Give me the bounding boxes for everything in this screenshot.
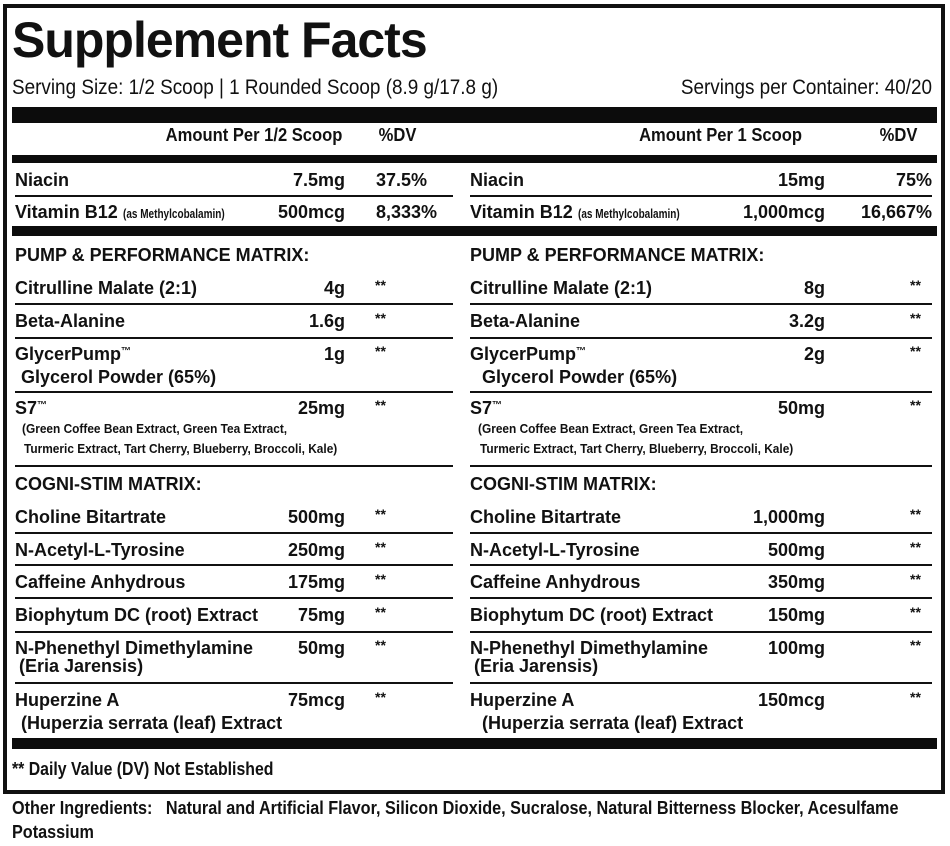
ingredient-amount-left: 175mg bbox=[287, 572, 345, 592]
servings-per-container: Servings per Container: 40/20 bbox=[680, 76, 932, 99]
ingredient-amount-left: 50mg bbox=[297, 638, 345, 658]
vitamin-amount-b12-right: 1,000mcg bbox=[742, 202, 825, 222]
ingredient-amount-left: 75mg bbox=[297, 605, 345, 625]
ingredient-amount-left: 500mg bbox=[287, 507, 345, 527]
ingredient-name-right: Beta-Alanine bbox=[470, 311, 581, 331]
ingredient-name-left: Beta-Alanine bbox=[15, 311, 126, 331]
divider-bar-top bbox=[12, 107, 937, 123]
ingredient-amount-left: 1g bbox=[323, 344, 345, 364]
label-title: Supplement Facts bbox=[12, 12, 427, 68]
right-amount-header: Amount Per 1 Scoop bbox=[639, 125, 802, 145]
ingredient-dv-right: ** bbox=[910, 571, 921, 587]
ingredient-name-left: Biophytum DC (root) Extract bbox=[15, 605, 258, 625]
ingredient-dv-left: ** bbox=[375, 571, 386, 587]
ingredient-name-left: Huperzine A bbox=[15, 690, 120, 710]
pump-matrix-heading-right: PUMP & PERFORMANCE MATRIX: bbox=[470, 245, 765, 265]
ingredient-dv-right: ** bbox=[910, 637, 921, 653]
ingredient-amount-right: 50mg bbox=[777, 398, 825, 418]
vitamin-amount-niacin-left: 7.5mg bbox=[292, 170, 345, 190]
ingredient-name-right: Choline Bitartrate bbox=[470, 507, 622, 527]
ingredient-amount-right: 8g bbox=[803, 278, 825, 298]
divider-bar-vitamins bbox=[12, 226, 937, 236]
ingredient-dv-left: ** bbox=[375, 310, 386, 326]
ingredient-name-right: Caffeine Anhydrous bbox=[470, 572, 641, 592]
row-divider bbox=[15, 303, 453, 305]
ingredient-dv-right: ** bbox=[910, 310, 921, 326]
ingredient-sub-left: (Huperzia serrata (leaf) Extract bbox=[21, 713, 283, 733]
vitamin-amount-b12-left: 500mcg bbox=[277, 202, 345, 222]
ingredient-amount-left: 25mg bbox=[297, 398, 345, 418]
ingredient-dv-right: ** bbox=[910, 506, 921, 522]
ingredient-amount-right: 150mcg bbox=[757, 690, 825, 710]
ingredient-sub-left: (Eria Jarensis) bbox=[19, 656, 144, 676]
row-divider bbox=[15, 631, 453, 633]
left-dv-header: %DV bbox=[378, 125, 417, 145]
ingredient-sub-right-line2: Turmeric Extract, Tart Cherry, Blueberry, Broccoli, Kale) bbox=[480, 442, 794, 456]
ingredient-amount-right: 2g bbox=[803, 344, 825, 364]
row-divider bbox=[470, 337, 932, 339]
ingredient-amount-right: 150mg bbox=[767, 605, 825, 625]
ingredient-sub-left-line1: (Green Coffee Bean Extract, Green Tea Extract, bbox=[22, 422, 288, 436]
ingredient-amount-right: 100mg bbox=[767, 638, 825, 658]
right-dv-header: %DV bbox=[879, 125, 918, 145]
serving-size: Serving Size: 1/2 Scoop | 1 Rounded Scoop (8.9 g/17.8 g) bbox=[12, 76, 499, 99]
ingredient-amount-right: 1,000mg bbox=[752, 507, 825, 527]
vitamin-name-niacin-left: Niacin bbox=[15, 170, 70, 190]
row-divider bbox=[15, 391, 453, 393]
vitamin-name-b12-left: Vitamin B12 (as Methylcobalamin) bbox=[15, 202, 225, 222]
row-divider bbox=[15, 564, 453, 566]
ingredient-amount-left: 75mcg bbox=[287, 690, 345, 710]
cogni-matrix-heading-left: COGNI-STIM MATRIX: bbox=[15, 474, 202, 494]
row-divider bbox=[15, 532, 453, 534]
row-divider bbox=[470, 195, 932, 197]
vitamin-name-b12-right: Vitamin B12 (as Methylcobalamin) bbox=[470, 202, 680, 222]
vitamin-name-niacin-right: Niacin bbox=[470, 170, 525, 190]
row-divider bbox=[470, 532, 932, 534]
ingredient-name-left: S7™ bbox=[15, 398, 48, 418]
ingredient-amount-left: 4g bbox=[323, 278, 345, 298]
row-divider bbox=[470, 391, 932, 393]
row-divider bbox=[470, 564, 932, 566]
ingredient-dv-left: ** bbox=[375, 637, 386, 653]
ingredient-dv-left: ** bbox=[375, 397, 386, 413]
ingredient-name-right: GlycerPump™ bbox=[470, 344, 587, 364]
ingredient-amount-right: 500mg bbox=[767, 540, 825, 560]
ingredient-sub-right-line1: (Green Coffee Bean Extract, Green Tea Extract, bbox=[478, 422, 744, 436]
other-ingredients-text: Natural and Artificial Flavor, Silicon Dioxide, Sucralose, Natural Bitterness Blocker, Acesulfame Potassium bbox=[12, 798, 899, 842]
ingredient-dv-right: ** bbox=[910, 604, 921, 620]
vitamin-amount-niacin-right: 15mg bbox=[777, 170, 825, 190]
left-amount-header: Amount Per 1/2 Scoop bbox=[165, 125, 343, 145]
row-divider bbox=[15, 195, 453, 197]
ingredient-dv-left: ** bbox=[375, 689, 386, 705]
ingredient-dv-left: ** bbox=[375, 343, 386, 359]
ingredient-name-right: Huperzine A bbox=[470, 690, 575, 710]
vitamin-dv-b12-left: 8,333% bbox=[376, 202, 438, 222]
ingredient-name-left: Choline Bitartrate bbox=[15, 507, 167, 527]
ingredient-name-left: Citrulline Malate (2:1) bbox=[15, 278, 198, 298]
row-divider bbox=[470, 303, 932, 305]
ingredient-dv-right: ** bbox=[910, 343, 921, 359]
ingredient-dv-right: ** bbox=[910, 397, 921, 413]
ingredient-amount-left: 1.6g bbox=[308, 311, 345, 331]
cogni-matrix-heading-right: COGNI-STIM MATRIX: bbox=[470, 474, 657, 494]
vitamin-dv-b12-right: 16,667% bbox=[860, 202, 932, 222]
ingredient-dv-right: ** bbox=[910, 689, 921, 705]
ingredient-name-left: GlycerPump™ bbox=[15, 344, 132, 364]
pump-matrix-heading-left: PUMP & PERFORMANCE MATRIX: bbox=[15, 245, 310, 265]
ingredient-dv-right: ** bbox=[910, 539, 921, 555]
ingredient-dv-left: ** bbox=[375, 277, 386, 293]
ingredient-amount-right: 350mg bbox=[767, 572, 825, 592]
ingredient-dv-left: ** bbox=[375, 604, 386, 620]
ingredient-name-right: N-Phenethyl Dimethylamine bbox=[470, 638, 709, 658]
ingredient-sub-right: (Huperzia serrata (leaf) Extract bbox=[482, 713, 744, 733]
row-divider bbox=[15, 337, 453, 339]
divider-bar-bottom bbox=[12, 738, 937, 749]
ingredient-dv-right: ** bbox=[910, 277, 921, 293]
ingredient-name-left: Caffeine Anhydrous bbox=[15, 572, 186, 592]
ingredient-sub-left-line2: Turmeric Extract, Tart Cherry, Blueberry, Broccoli, Kale) bbox=[24, 442, 338, 456]
ingredient-name-left: N-Phenethyl Dimethylamine bbox=[15, 638, 254, 658]
ingredient-amount-right: 3.2g bbox=[788, 311, 825, 331]
ingredient-dv-left: ** bbox=[375, 506, 386, 522]
row-divider bbox=[15, 682, 453, 684]
ingredient-sub-right: Glycerol Powder (65%) bbox=[482, 367, 678, 387]
row-divider bbox=[470, 597, 932, 599]
vitamin-dv-niacin-right: 75% bbox=[895, 170, 932, 190]
row-divider bbox=[15, 597, 453, 599]
ingredient-name-right: S7™ bbox=[470, 398, 503, 418]
ingredient-dv-left: ** bbox=[375, 539, 386, 555]
daily-value-footnote: ** Daily Value (DV) Not Established bbox=[12, 759, 274, 779]
row-divider bbox=[470, 631, 932, 633]
ingredient-name-right: N-Acetyl-L-Tyrosine bbox=[470, 540, 640, 560]
ingredient-sub-left: Glycerol Powder (65%) bbox=[21, 367, 217, 387]
row-divider bbox=[470, 682, 932, 684]
other-ingredients bbox=[12, 796, 930, 844]
row-divider bbox=[470, 465, 932, 467]
ingredient-name-left: N-Acetyl-L-Tyrosine bbox=[15, 540, 185, 560]
ingredient-sub-right: (Eria Jarensis) bbox=[474, 656, 599, 676]
row-divider bbox=[15, 465, 453, 467]
ingredient-name-right: Biophytum DC (root) Extract bbox=[470, 605, 713, 625]
ingredient-amount-left: 250mg bbox=[287, 540, 345, 560]
ingredient-name-right: Citrulline Malate (2:1) bbox=[470, 278, 653, 298]
vitamin-dv-niacin-left: 37.5% bbox=[376, 170, 428, 190]
divider-bar-header bbox=[12, 155, 937, 163]
other-ingredients-label: Other Ingredients: bbox=[12, 798, 153, 818]
